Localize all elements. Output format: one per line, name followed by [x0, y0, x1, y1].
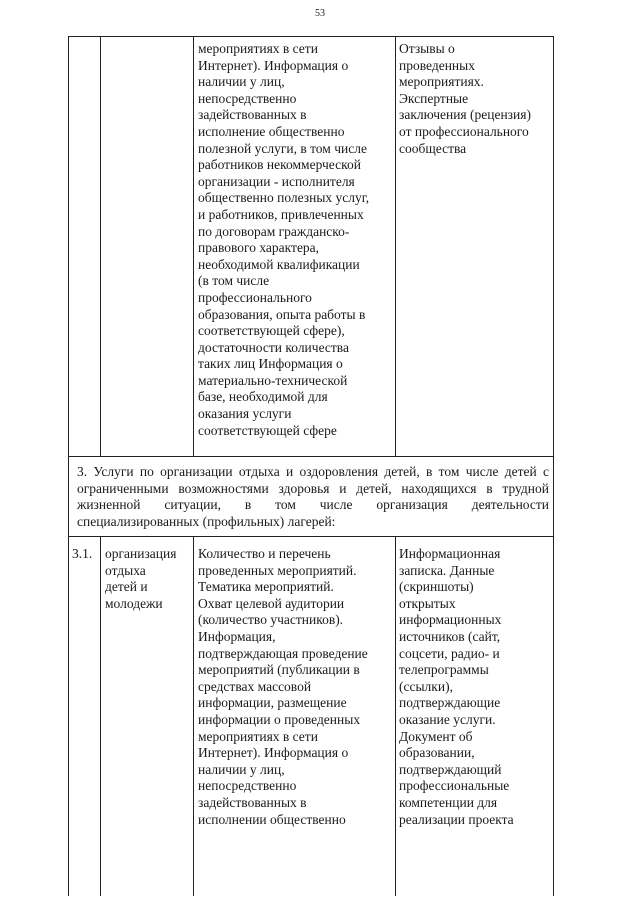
col-divider-3	[395, 36, 396, 456]
col-divider-2	[193, 36, 194, 456]
row-divider-section	[68, 536, 554, 537]
col-divider-2b	[193, 536, 194, 896]
requirements-cell: Количество и перечень проведенных мероприятий. Тематика мероприятий. Охват целевой аудитории (количество участников). Информация, подтверждающая проведение мероприятий (публикации в средствах массовой информации, размещение информации о проведенных мероприятиях в сети Интернет). Информация о наличии у лиц, непосредственно задействованных в исполнении общественно	[198, 546, 368, 827]
col-divider-1	[100, 36, 101, 456]
row-number: 3.1.	[72, 546, 93, 561]
table-top-border	[68, 36, 554, 37]
service-name-cell: организация отдыха детей и молодежи	[105, 546, 177, 611]
table-right-border	[553, 36, 554, 896]
row-divider-top	[68, 456, 554, 457]
documents-cell: Информационная записка. Данные (скриншоты) открытых информационных источников (сайт, соцсети, радио- и телепрограммы (ссылки), подтверждающие оказание услуги. Документ об образовании, подтверждающий профессиональные компетенции для реализации проекта	[399, 546, 514, 827]
requirements-cell: мероприятиях в сети Интернет). Информация о наличии у лиц, непосредственно задействованных в исполнение общественно полезной услуги, в том числе работников некоммерческой организации - исполнителя общественно полезных услуг, и работников, привлеченных по договорам гражданско- правового характера, необходимой квалификации (в том числе профессионального образования, опыта работы в соответствующей сфере), достаточности количества таких лиц Информация о материально-технической базе, необходимой для оказания услуги соответствующей сфере	[198, 41, 370, 438]
services-table	[68, 36, 554, 896]
col-divider-3b	[395, 536, 396, 896]
documents-cell: Отзывы о проведенных мероприятиях. Экспертные заключения (рецензия) от профессионального сообщества	[399, 41, 531, 156]
col-divider-1b	[100, 536, 101, 896]
page-number: 53	[315, 8, 325, 19]
table-left-border	[68, 36, 69, 896]
section-heading: 3. Услуги по организации отдыха и оздоровления детей, в том числе детей с ограниченными возможностями здоровья и детей, находящихся в трудной жизненной ситуации, в том числе организация деятельности специализированных (профильных) лагерей:	[77, 464, 549, 529]
